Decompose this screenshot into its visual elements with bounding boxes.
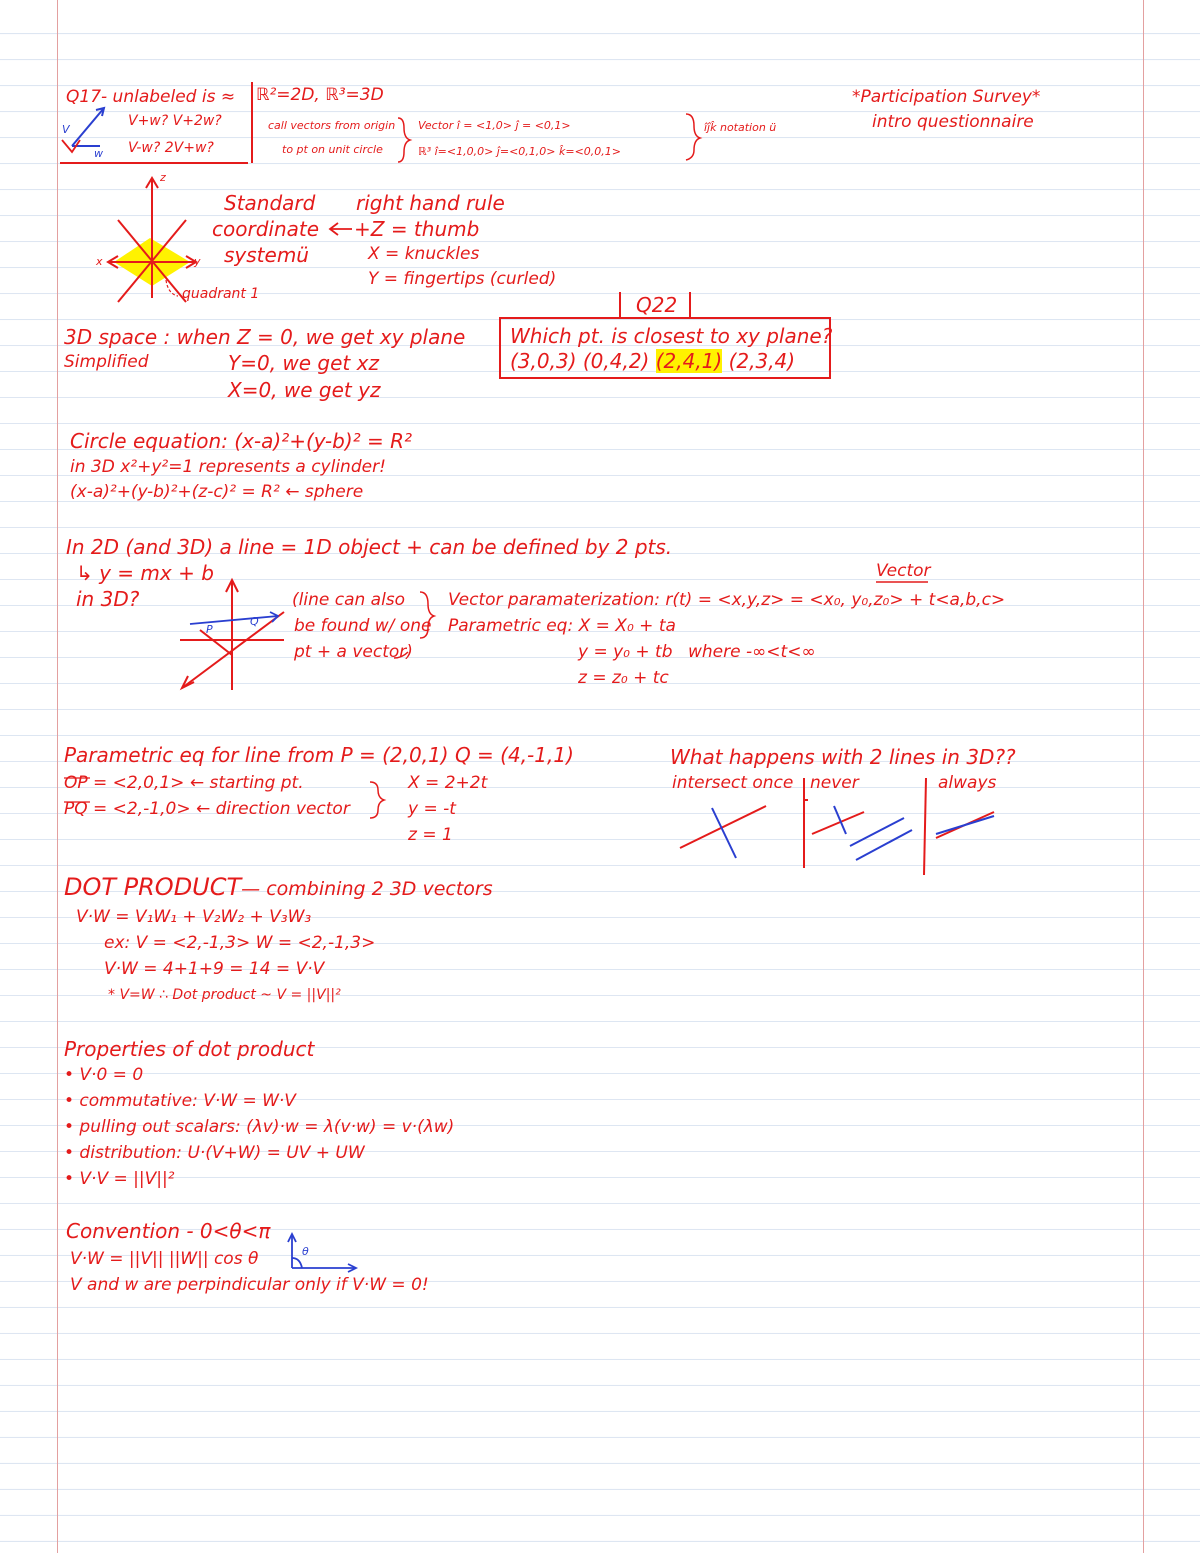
vectors-note-line2: to pt on unit circle xyxy=(282,143,383,156)
q17-vector-sketch xyxy=(72,108,104,146)
line-3d-sketch xyxy=(180,580,284,690)
circle-line2: in 3D x²+y²=1 represents a cylinder! xyxy=(70,457,386,477)
vector-label: Vector xyxy=(876,561,931,581)
line-through-pq xyxy=(190,612,278,624)
q17-label-v: V xyxy=(62,123,70,136)
rhr-z: +Z = thumb xyxy=(354,217,480,241)
prop-4: • distribution: U·(V+W) = UV + UW xyxy=(64,1143,365,1163)
convention-perp: V and w are perpindicular only if V·W = 0! xyxy=(70,1275,429,1295)
arrow-to-coordinate xyxy=(330,223,352,235)
vector-parameterization: Vector paramaterization: r(t) = <x,y,z> = <x₀, y₀,z₀> + t<a,b,c> xyxy=(448,590,1006,610)
q22-option-4: (2,3,4) xyxy=(728,349,796,373)
line-alt1: (line can also xyxy=(292,590,406,610)
vectors-brace xyxy=(398,118,410,162)
survey-line2: intro questionnaire xyxy=(872,112,1034,132)
point-q-label: Q xyxy=(250,615,259,628)
dot-note: * V=W ∴ Dot product ~ V = ||V||² xyxy=(108,987,341,1003)
point-p-label: P xyxy=(206,623,213,636)
rhr-x: X = knuckles xyxy=(368,244,480,264)
always-sketch xyxy=(936,812,994,838)
q17-title: Q17- unlabeled is ≈ xyxy=(66,87,236,107)
q22-label: Q22 xyxy=(636,293,678,317)
parametric-where: where -∞<t<∞ xyxy=(688,642,816,662)
vectors-note-line1: call vectors from origin xyxy=(268,119,396,132)
two-lines-intersect: intersect once xyxy=(672,773,794,793)
rhr-title: right hand rule xyxy=(356,191,505,215)
line-def-line1: In 2D (and 3D) a line = 1D object + can be defined by 2 pts. xyxy=(66,535,673,559)
q17-row1: V+w? V+2w? xyxy=(128,113,222,129)
dims-note: ℝ²=2D, ℝ³=3D xyxy=(256,85,384,105)
vectors-note-notation: îĵk̂ notation ü xyxy=(704,121,777,134)
quadrant-label: quadrant 1 xyxy=(182,286,260,302)
line-def-line2: ↳ y = mx + b xyxy=(76,561,214,585)
q17-row2: V-w? 2V+w? xyxy=(128,140,214,156)
param-example-z: z = 1 xyxy=(408,825,453,845)
param-example-brace xyxy=(370,782,384,818)
param-example-x: X = 2+2t xyxy=(408,773,488,793)
angle-sketch xyxy=(288,1234,356,1272)
line-alt2: be found w/ one xyxy=(294,616,432,636)
two-lines-never: never xyxy=(810,773,859,793)
prop-1: • V·0 = 0 xyxy=(64,1065,144,1085)
quadrant-pointer xyxy=(166,280,178,296)
space3d-line2: Y=0, we get xz xyxy=(228,351,379,375)
vectors-note-r2: Vector î = <1,0> ĵ = <0,1> xyxy=(418,119,571,132)
vectors-note-r3: ℝ³ î=<1,0,0> ĵ=<0,1,0> k̂=<0,0,1> xyxy=(418,145,622,158)
q22-question: Which pt. is closest to xy plane? xyxy=(510,324,833,348)
param-example-y: y = -t xyxy=(408,799,456,819)
param-example-pq: PQ = <2,-1,0> ← direction vector xyxy=(64,799,350,819)
props-title: Properties of dot product xyxy=(64,1037,315,1061)
q22-option-2: (0,4,2) xyxy=(582,349,650,373)
convention-theta: θ xyxy=(302,1245,309,1258)
dot-title xyxy=(64,874,493,900)
q17-label-w: w xyxy=(94,147,103,160)
axis-z-label: z xyxy=(160,171,166,184)
circle-line3: (x-a)²+(y-b)²+(z-c)² = R² ← sphere xyxy=(70,482,364,502)
intersect-once-sketch xyxy=(680,806,766,858)
dot-formula: V·W = V₁W₁ + V₂W₂ + V₃W₃ xyxy=(76,907,312,927)
convention-title: Convention - 0<θ<π xyxy=(66,1219,271,1243)
param-example-title: Parametric eq for line from P = (2,0,1) Q = (4,-1,1) xyxy=(64,743,574,767)
space3d-simplified: Simplified xyxy=(64,352,149,372)
circle-line1: Circle equation: (x-a)²+(y-b)² = R² xyxy=(70,429,413,453)
rhr-y: Y = fingertips (curled) xyxy=(368,269,557,289)
q22-option-3-highlighted: (2,4,1) xyxy=(655,349,723,373)
space3d-line1: 3D space : when Z = 0, we get xy plane xyxy=(64,325,466,349)
two-lines-always: always xyxy=(938,773,997,793)
parametric-eq-z: z = z₀ + tc xyxy=(578,668,669,688)
dot-title-main: DOT PRODUCT xyxy=(64,873,242,901)
line-def-line3: in 3D? xyxy=(76,587,140,611)
prop-5: • V·V = ||V||² xyxy=(64,1169,175,1189)
never-sketch xyxy=(812,806,912,860)
dot-calc: V·W = 4+1+9 = 14 = V·V xyxy=(104,959,325,979)
coordinate-axes xyxy=(108,178,196,302)
line-alt3: pt + a vector) xyxy=(294,642,413,662)
parametric-eq-x: Parametric eq: X = X₀ + ta xyxy=(448,616,676,636)
convention-formula: V·W = ||V|| ||W|| cos θ xyxy=(70,1249,259,1269)
notation-brace xyxy=(686,114,700,160)
dot-subtitle: — combining 2 3D vectors xyxy=(241,878,493,900)
two-lines-title: What happens with 2 lines in 3D?? xyxy=(670,745,1016,769)
survey-line1: *Participation Survey* xyxy=(852,87,1041,107)
axis-x-label: x xyxy=(96,255,103,268)
standard-line1: Standard xyxy=(224,191,316,215)
q22-option-1: (3,0,3) xyxy=(510,349,577,373)
prop-3: • pulling out scalars: (λv)·w = λ(v·w) = v·(λw) xyxy=(64,1117,455,1137)
standard-line2: coordinate xyxy=(212,217,320,241)
space3d-line3: X=0, we get yz xyxy=(228,378,381,402)
axis-y-label: y xyxy=(194,255,201,268)
standard-line3: systemü xyxy=(224,243,309,267)
q22-options xyxy=(510,350,795,372)
dot-example: ex: V = <2,-1,3> W = <2,-1,3> xyxy=(104,933,376,953)
param-example-op: OP = <2,0,1> ← starting pt. xyxy=(64,773,304,793)
parametric-eq-y: y = y₀ + tb xyxy=(578,642,673,662)
prop-2: • commutative: V·W = W·V xyxy=(64,1091,296,1111)
